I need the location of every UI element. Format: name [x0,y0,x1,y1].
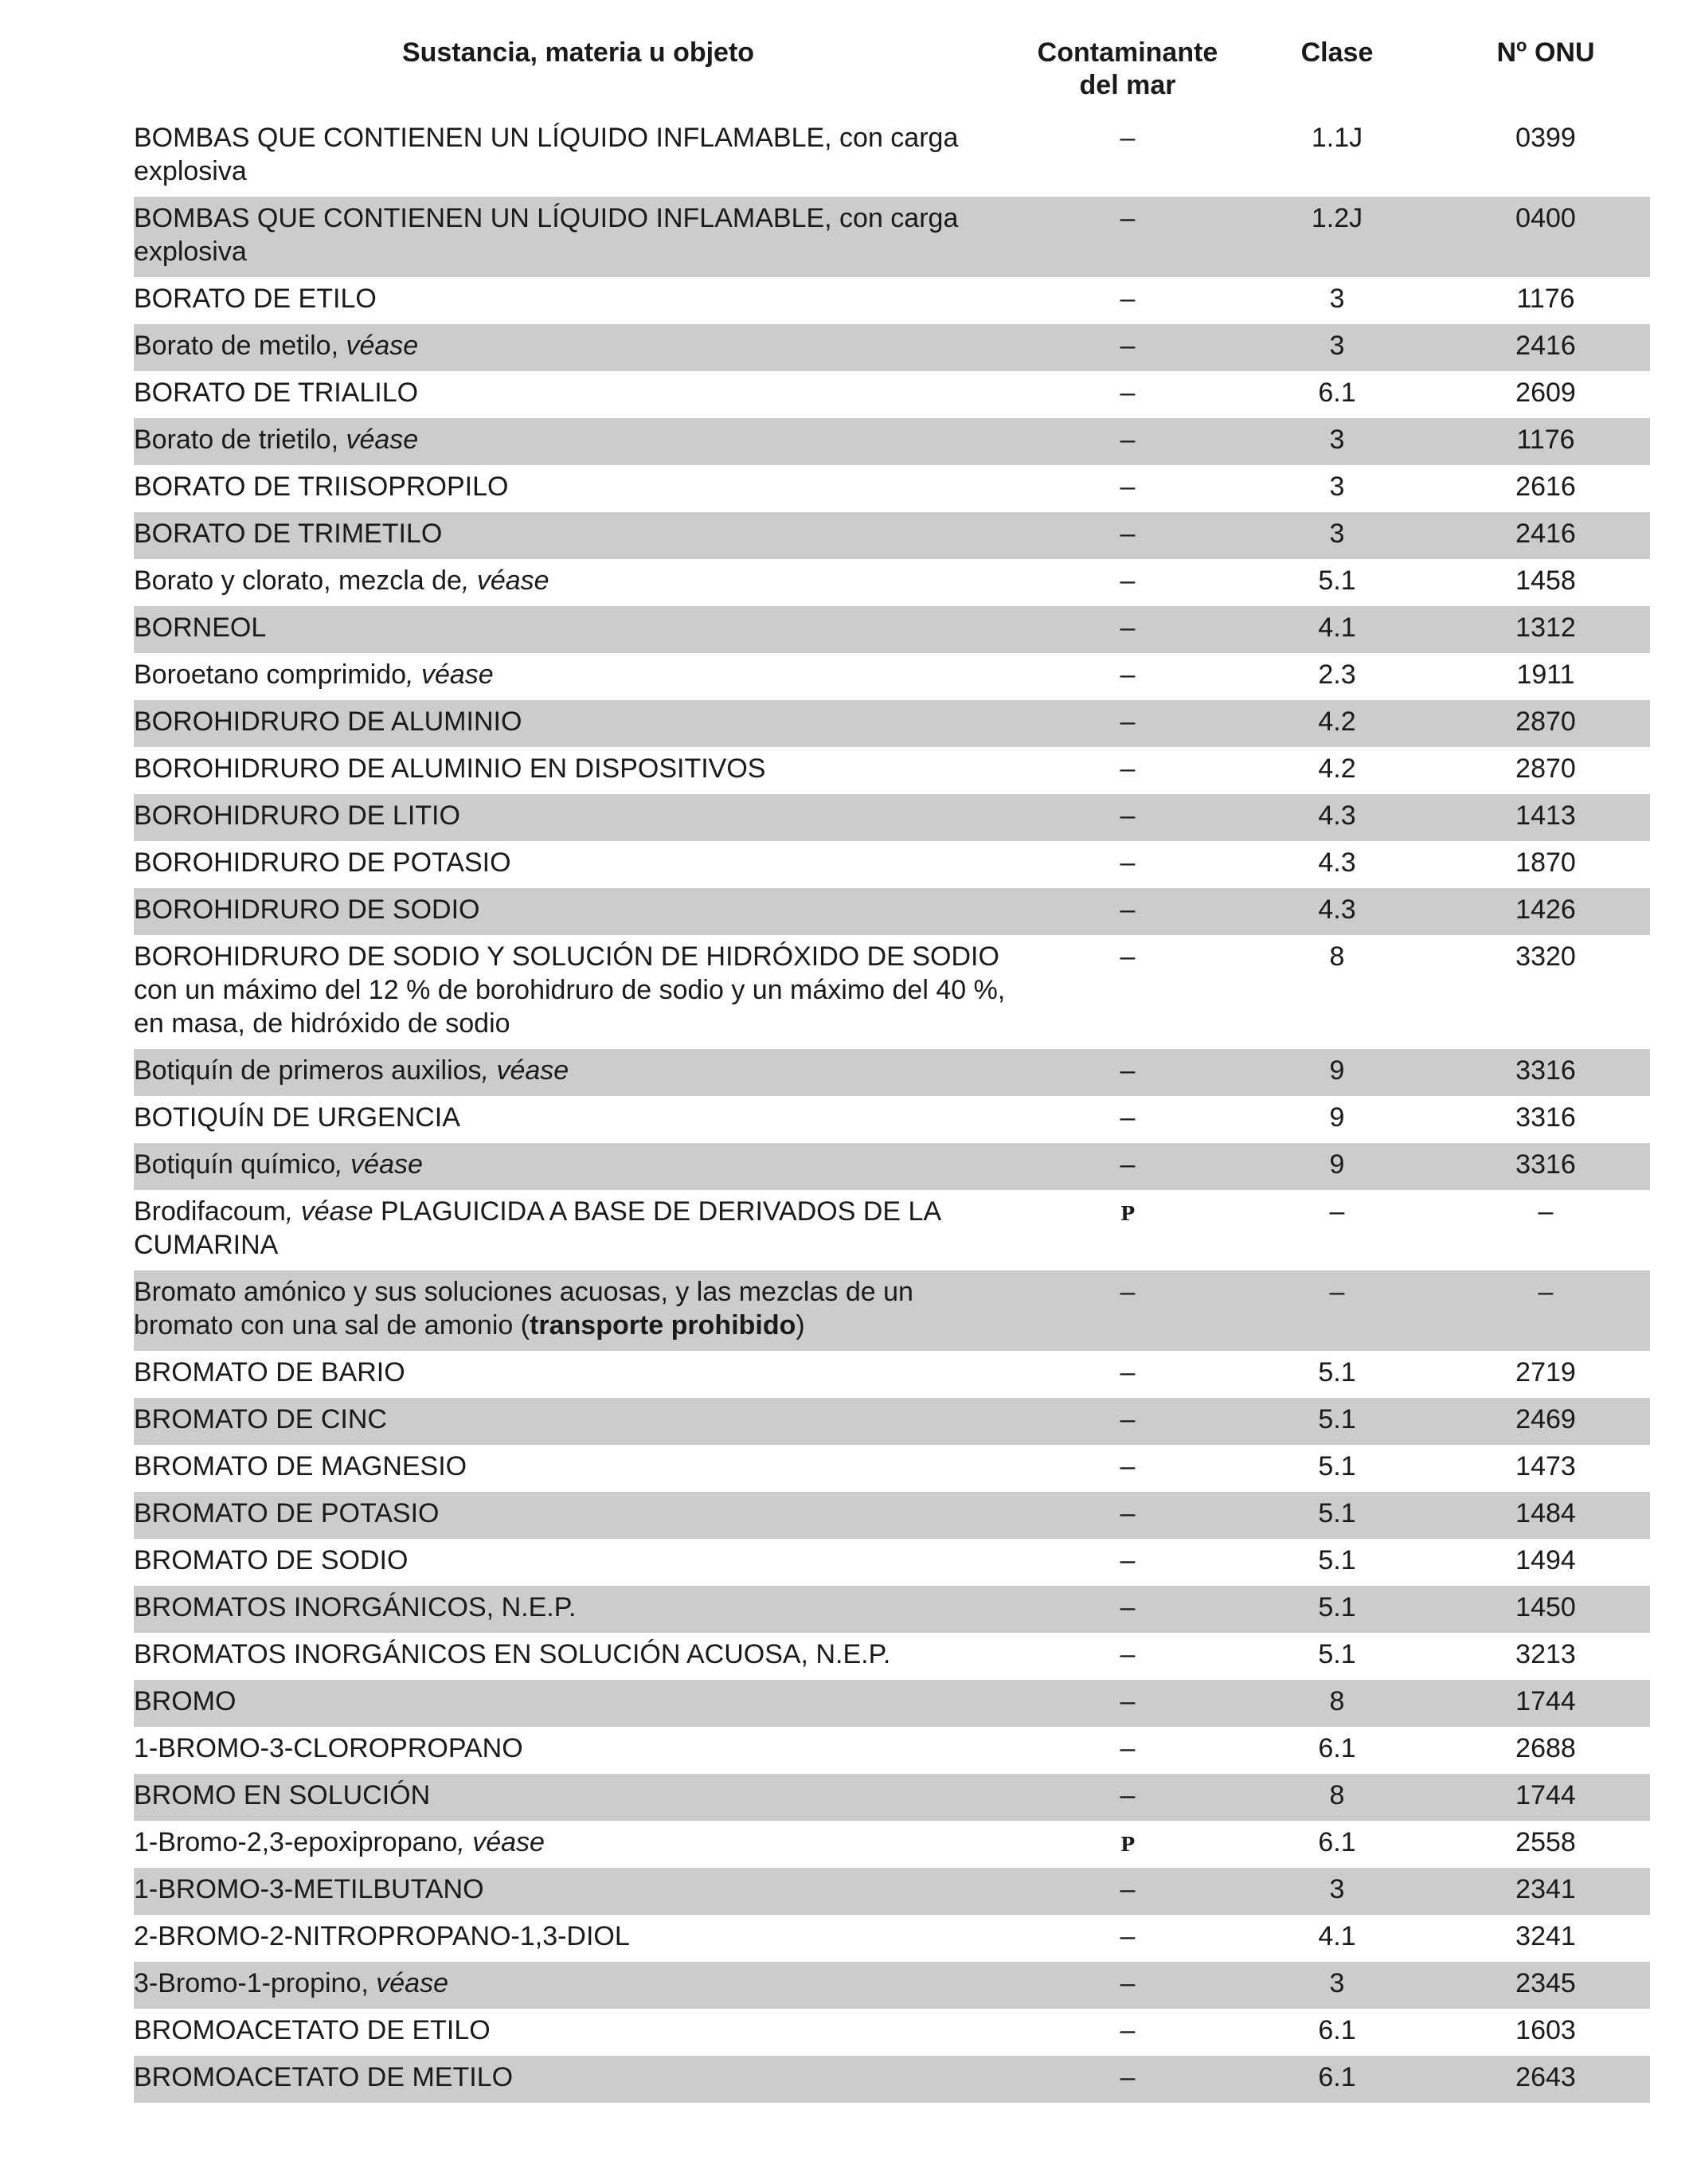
marine-pollutant-value: – [1120,1451,1136,1481]
un-number-cell: 1450 [1441,1586,1650,1633]
substance-name-cell [134,1270,1022,1351]
un-number-cell: 2345 [1441,1962,1650,2009]
marine-pollutant-value: – [1120,1357,1136,1388]
table-row [134,1096,1650,1143]
substance-name-text: BROMATO DE SODIO [134,1545,409,1575]
marine-pollutant-value: – [1120,800,1136,831]
un-number-cell: 2558 [1515,1827,1576,1857]
un-number-cell: 1426 [1441,888,1650,935]
table-row [134,418,1650,465]
marine-pollutant-cell [1022,2009,1233,2056]
substance-name-text: , véase [457,1827,545,1857]
class-cell: 3 [1233,324,1441,371]
marine-pollutant-value: – [1120,331,1136,361]
substance-name-text: BROMATO DE CINC [134,1404,387,1434]
table-row [134,371,1650,418]
marine-pollutant-value: – [1120,1639,1136,1669]
table-row [134,888,1650,935]
substance-name-cell [134,935,1022,1049]
substance-name-cell [134,1821,1022,1868]
table-row [134,1821,1650,1868]
un-number-cell: 0400 [1441,197,1650,277]
table-row [134,1049,1650,1096]
class-cell: 5.1 [1233,1586,1441,1633]
marine-pollutant-value: – [1120,1874,1136,1904]
table-row [134,1868,1650,1915]
substance-name-text: Borato y clorato, mezcla de [134,566,462,596]
un-number-cell: 1473 [1515,1451,1576,1481]
substance-name-text: BOROHIDRURO DE SODIO Y SOLUCIÓN DE HIDRÓXIDO DE SODIO con un máximo del 12 % de borohidruro de sodio y un máximo del 40 %, en masa, de hidróxido de sodio [134,941,1006,1039]
class-cell: – [1233,1270,1441,1351]
table-row [134,1143,1650,1190]
header-un-prefix: N [1496,37,1517,68]
substance-name-cell [134,324,1022,371]
marine-pollutant-cell [1022,371,1233,418]
substance-name-cell [134,1445,1022,1492]
un-number-cell: 1744 [1441,1774,1650,1821]
marine-pollutant-cell [1022,1727,1233,1774]
marine-pollutant-value: – [1120,1277,1136,1307]
marine-pollutant-cell [1022,277,1233,324]
marine-pollutant-value: – [1120,706,1136,737]
table-row [134,116,1650,197]
substance-name-cell [134,1190,1022,1270]
class-cell: 6.1 [1318,1827,1356,1857]
substance-name-text: BROMATOS INORGÁNICOS, N.E.P. [134,1592,577,1622]
marine-pollutant-cell [1022,653,1233,700]
table-row [134,700,1650,747]
substance-name-text: BORATO DE TRIMETILO [134,519,443,549]
un-number-cell: 2416 [1441,512,1650,559]
table-row [134,1727,1650,1774]
marine-pollutant-value: – [1120,519,1136,549]
substance-name-cell [134,1586,1022,1633]
substance-name-cell [134,465,1022,512]
class-cell: 5.1 [1233,1492,1441,1539]
substance-name-cell [134,1680,1022,1727]
marine-pollutant-cell [1022,1633,1233,1680]
substance-name-text: BOROHIDRURO DE ALUMINIO [134,706,522,737]
class-cell: 9 [1233,1143,1441,1190]
substance-name-text: véase [376,1968,448,1998]
substance-name-text: , véase [406,660,494,690]
marine-pollutant-cell [1022,324,1233,371]
un-number-cell: 1484 [1441,1492,1650,1539]
un-number-cell: 1312 [1441,606,1650,653]
substance-name-text: BORATO DE TRIALILO [134,378,419,408]
class-cell: 3 [1329,284,1345,314]
class-cell: 4.3 [1233,888,1441,935]
table-row [134,465,1650,512]
marine-pollutant-cell [1022,1445,1233,1492]
class-cell: 5.1 [1318,1451,1356,1481]
marine-pollutant-cell [1022,794,1233,841]
marine-pollutant-value: – [1120,847,1136,878]
substance-name-cell [134,2009,1022,2056]
un-number-cell: 2643 [1441,2056,1650,2103]
substance-name-text: BROMOACETATO DE METILO [134,2062,514,2092]
class-cell: 4.3 [1318,847,1356,878]
un-number-cell: 2416 [1441,324,1650,371]
substance-name-text: BOROHIDRURO DE LITIO [134,800,460,831]
un-number-cell: 1176 [1516,284,1575,314]
substance-name-cell [134,700,1022,747]
marine-pollutant-cell [1022,559,1233,606]
marine-pollutant-mark: P [1120,1833,1136,1856]
substance-name-text: Boroetano comprimido [134,660,407,690]
substance-name-text: BORATO DE TRIISOPROPILO [134,472,509,502]
header-class: Clase [1300,37,1374,68]
marine-pollutant-value: – [1120,203,1136,233]
marine-pollutant-value: – [1120,660,1136,690]
marine-pollutant-value: – [1120,425,1136,455]
class-cell: 3 [1233,1868,1441,1915]
dangerous-goods-table [134,32,1650,2103]
table-row [134,1586,1650,1633]
un-number-cell: 3316 [1441,1143,1650,1190]
table-row [134,1445,1650,1492]
un-number-cell: 3213 [1515,1639,1576,1669]
substance-name-text: Botiquín de primeros auxilios [134,1055,482,1086]
marine-pollutant-cell [1022,1270,1233,1351]
substance-name-cell [134,1492,1022,1539]
substance-name-text: véase [346,331,419,361]
marine-pollutant-value: – [1120,1149,1136,1180]
substance-name-text: BOROHIDRURO DE ALUMINIO EN DISPOSITIVOS [134,753,766,784]
substance-name-cell [134,1633,1022,1680]
un-number-cell: 1744 [1441,1680,1650,1727]
substance-name-cell [134,1774,1022,1821]
substance-name-cell [134,1049,1022,1096]
un-number-cell: 1603 [1515,2015,1576,2045]
marine-pollutant-cell [1022,1539,1233,1586]
substance-name-cell [134,277,1022,324]
un-number-cell: 1870 [1515,847,1576,878]
header-un-sup: o [1516,35,1527,56]
marine-pollutant-value: – [1120,753,1136,784]
un-number-cell: 0399 [1515,123,1576,153]
substance-name-cell [134,888,1022,935]
marine-pollutant-cell [1022,1915,1233,1962]
class-cell: 5.1 [1233,1398,1441,1445]
un-number-cell: 2609 [1515,378,1576,408]
marine-pollutant-cell [1022,606,1233,653]
marine-pollutant-value: – [1120,1921,1136,1951]
marine-pollutant-cell [1022,935,1233,1049]
un-number-cell: – [1538,1196,1554,1227]
substance-name-cell [134,841,1022,888]
marine-pollutant-value: – [1120,1404,1136,1434]
substance-name-text: véase [346,425,419,455]
substance-name-text: , véase [335,1149,423,1180]
substance-name-text: BOTIQUÍN DE URGENCIA [134,1102,460,1133]
table-row [134,2009,1650,2056]
table-header [134,32,1650,116]
table-row [134,935,1650,1049]
substance-name-text: BROMATOS INORGÁNICOS EN SOLUCIÓN ACUOSA, N.E.P. [134,1639,891,1669]
substance-name-text: BROMATO DE POTASIO [134,1498,440,1528]
class-cell: 4.2 [1318,753,1356,784]
un-number-cell: 2616 [1515,472,1576,502]
substance-name-cell [134,606,1022,653]
substance-name-cell [134,1351,1022,1398]
un-number-cell: 2870 [1441,700,1650,747]
substance-name-cell [134,1962,1022,2009]
table-row [134,1398,1650,1445]
un-number-cell: 2719 [1515,1357,1576,1388]
table-row [134,1270,1650,1351]
marine-pollutant-cell [1022,465,1233,512]
header-un-number [1441,32,1650,116]
class-cell: 4.1 [1233,606,1441,653]
marine-pollutant-cell [1022,1774,1233,1821]
class-cell: 6.1 [1318,1733,1356,1763]
substance-name-text: ) [796,1310,805,1341]
marine-pollutant-cell [1022,888,1233,935]
marine-pollutant-cell [1022,1190,1233,1270]
class-cell: 6.1 [1318,2015,1356,2045]
marine-pollutant-value: – [1120,2062,1136,2092]
un-number-cell: 1176 [1441,418,1650,465]
substance-name-cell [134,116,1022,197]
table-row [134,277,1650,324]
substance-name-cell [134,794,1022,841]
substance-name-text: BOROHIDRURO DE SODIO [134,894,480,925]
substance-name-text: transporte prohibido [530,1310,796,1341]
class-cell: 4.1 [1318,1921,1356,1951]
substance-name-text: BROMO EN SOLUCIÓN [134,1780,431,1810]
substance-name-cell [134,1539,1022,1586]
substance-name-text: Borato de metilo, [134,331,346,361]
marine-pollutant-cell [1022,1821,1233,1868]
un-number-cell: 3316 [1515,1102,1576,1133]
substance-name-text: 3-Bromo-1-propino, [134,1968,377,1998]
marine-pollutant-cell [1022,747,1233,794]
table-body [134,116,1650,2103]
table-row [134,1539,1650,1586]
substance-name-text: , véase [461,566,549,596]
marine-pollutant-cell [1022,1962,1233,2009]
marine-pollutant-value: – [1120,472,1136,502]
un-number-cell: – [1441,1270,1650,1351]
marine-pollutant-cell [1022,1586,1233,1633]
table-row [134,1492,1650,1539]
marine-pollutant-cell [1022,841,1233,888]
un-number-cell: 1911 [1516,660,1575,690]
substance-name-text: 1-Bromo-2,3-epoxipropano [134,1827,458,1857]
un-number-cell: 3241 [1515,1921,1576,1951]
substance-name-text: Botiquín químico [134,1149,336,1180]
substance-name-text: Brodifacoum [134,1196,286,1227]
substance-name-cell [134,1727,1022,1774]
table-row [134,197,1650,277]
table-row [134,841,1650,888]
class-cell: 4.2 [1233,700,1441,747]
substance-name-cell [134,559,1022,606]
header-marine-line2: del mar [1079,70,1176,100]
marine-pollutant-cell [1022,1398,1233,1445]
class-cell: 5.1 [1318,566,1356,596]
substance-name-cell [134,1096,1022,1143]
marine-pollutant-cell [1022,197,1233,277]
marine-pollutant-value: – [1120,613,1136,643]
un-number-cell: 1458 [1515,566,1576,596]
table-row [134,1351,1650,1398]
substance-name-text: BORATO DE ETILO [134,284,377,314]
substance-name-cell [134,2056,1022,2103]
marine-pollutant-cell [1022,1096,1233,1143]
marine-pollutant-value: – [1120,378,1136,408]
table-row [134,512,1650,559]
marine-pollutant-value: – [1120,1545,1136,1575]
table-row [134,794,1650,841]
class-cell: – [1329,1196,1345,1227]
substance-name-cell [134,747,1022,794]
marine-pollutant-value: – [1120,1780,1136,1810]
substance-name-cell [134,418,1022,465]
un-number-cell: 3320 [1515,941,1576,972]
marine-pollutant-cell [1022,1492,1233,1539]
substance-name-text: BOMBAS QUE CONTIENEN UN LÍQUIDO INFLAMABLE, con carga explosiva [134,203,959,267]
marine-pollutant-value: – [1120,1733,1136,1763]
marine-pollutant-value: – [1120,941,1136,972]
marine-pollutant-value: – [1120,1968,1136,1998]
marine-pollutant-value: – [1120,894,1136,925]
class-cell: 8 [1329,941,1345,972]
table-row [134,606,1650,653]
marine-pollutant-value: – [1120,123,1136,153]
table-row [134,747,1650,794]
un-number-cell: 2341 [1441,1868,1650,1915]
class-cell: 3 [1233,1962,1441,2009]
class-cell: 3 [1329,472,1345,502]
un-number-cell: 1413 [1441,794,1650,841]
marine-pollutant-value: – [1120,1592,1136,1622]
header-substance: Sustancia, materia u objeto [401,37,755,68]
table-row [134,559,1650,606]
table-row [134,1915,1650,1962]
table-row [134,324,1650,371]
class-cell: 5.1 [1318,1357,1356,1388]
un-number-cell: 3316 [1441,1049,1650,1096]
marine-pollutant-value: – [1120,2015,1136,2045]
class-cell: 6.1 [1318,378,1356,408]
class-cell: 5.1 [1318,1545,1356,1575]
substance-name-text: BROMATO DE MAGNESIO [134,1451,467,1481]
marine-pollutant-cell [1022,1351,1233,1398]
substance-name-text: BROMOACETATO DE ETILO [134,2015,491,2045]
table-row [134,1774,1650,1821]
class-cell: 8 [1233,1774,1441,1821]
marine-pollutant-cell [1022,116,1233,197]
substance-name-cell [134,371,1022,418]
marine-pollutant-cell [1022,512,1233,559]
class-cell: 5.1 [1318,1639,1356,1669]
substance-name-text: BOROHIDRURO DE POTASIO [134,847,511,878]
marine-pollutant-value: – [1120,284,1136,314]
table-row [134,1962,1650,2009]
substance-name-text: 1-BROMO-3-CLOROPROPANO [134,1733,523,1763]
un-number-cell: 2870 [1515,753,1576,784]
substance-name-text: BORNEOL [134,613,267,643]
class-cell: 9 [1233,1049,1441,1096]
table-row [134,2056,1650,2103]
substance-name-text: BROMO [134,1686,237,1716]
header-marine-line1: Contaminante [1037,37,1218,68]
marine-pollutant-cell [1022,418,1233,465]
substance-name-text: , véase [481,1055,569,1086]
class-cell: 3 [1233,512,1441,559]
substance-name-text: BROMATO DE BARIO [134,1357,405,1388]
class-cell: 1.1J [1311,123,1363,153]
header-un-suffix: ONU [1527,37,1595,68]
marine-pollutant-cell [1022,1049,1233,1096]
class-cell: 6.1 [1233,2056,1441,2103]
substance-name-text: Bromato amónico y sus soluciones acuosas, y las mezclas de un bromato con una sal de amonio ( [134,1277,913,1341]
class-cell: 9 [1329,1102,1345,1133]
marine-pollutant-value: – [1120,1686,1136,1716]
table-row [134,653,1650,700]
substance-name-cell [134,1868,1022,1915]
un-number-cell: 1494 [1515,1545,1576,1575]
substance-name-cell [134,1398,1022,1445]
substance-name-text: Borato de trietilo, [134,425,346,455]
class-cell: 3 [1233,418,1441,465]
substance-name-text: BOMBAS QUE CONTIENEN UN LÍQUIDO INFLAMABLE, con carga explosiva [134,123,959,186]
marine-pollutant-cell [1022,1143,1233,1190]
marine-pollutant-value: – [1120,1498,1136,1528]
header-marine-pollutant [1022,32,1233,116]
marine-pollutant-cell [1022,1680,1233,1727]
un-number-cell: 2688 [1515,1733,1576,1763]
substance-name-cell [134,1915,1022,1962]
substance-name-text: 2-BROMO-2-NITROPROPANO-1,3-DIOL [134,1921,630,1951]
marine-pollutant-cell [1022,2056,1233,2103]
substance-name-cell [134,1143,1022,1190]
marine-pollutant-value: – [1120,566,1136,596]
substance-name-text: 1-BROMO-3-METILBUTANO [134,1874,484,1904]
class-cell: 8 [1233,1680,1441,1727]
marine-pollutant-cell [1022,700,1233,747]
table-row [134,1190,1650,1270]
class-cell: 4.3 [1233,794,1441,841]
table-row [134,1680,1650,1727]
marine-pollutant-mark: P [1120,1202,1136,1225]
substance-name-text: PLAGUICIDA A BASE DE DERIVADOS DE LA CUMARINA [134,1196,940,1260]
table-row [134,1633,1650,1680]
un-number-cell: 2469 [1441,1398,1650,1445]
marine-pollutant-value: – [1120,1055,1136,1086]
marine-pollutant-value: – [1120,1102,1136,1133]
marine-pollutant-cell [1022,1868,1233,1915]
substance-name-cell [134,512,1022,559]
class-cell: 2.3 [1318,660,1356,690]
substance-name-cell [134,197,1022,277]
substance-name-text: , véase [285,1196,373,1227]
class-cell: 1.2J [1233,197,1441,277]
substance-name-cell [134,653,1022,700]
